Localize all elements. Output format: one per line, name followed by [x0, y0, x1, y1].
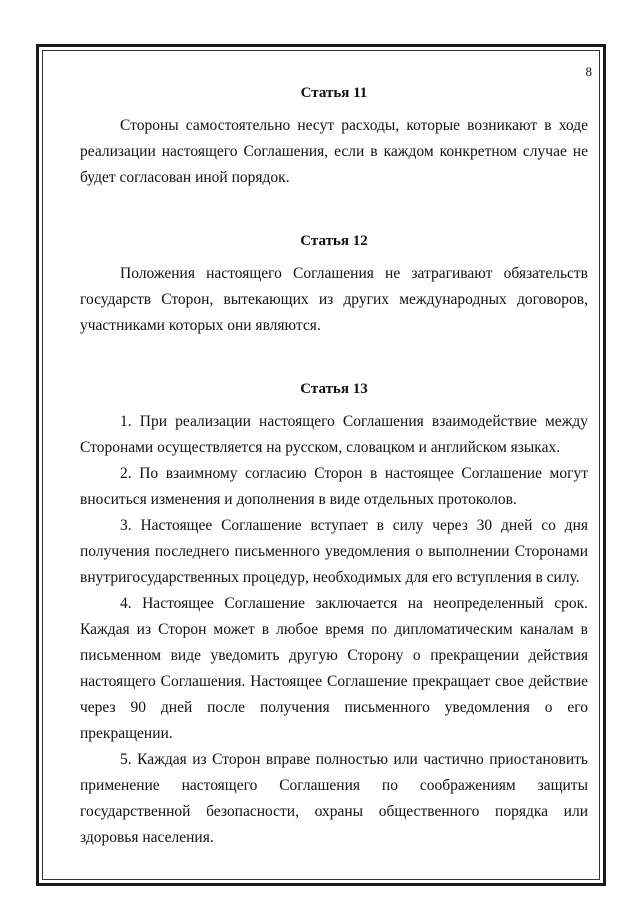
- article-13-clause-1: 1. При реализации настоящего Соглашения взаимодействие между Сторонами осуществляется на русском, словацком и английском языках.: [80, 413, 588, 456]
- article-13: [80, 376, 588, 851]
- article-11-title: Статья 11: [300, 85, 368, 101]
- article-13-clause-4: 4. Настоящее Соглашение заключается на неопределенный срок. Каждая из Сторон может в любое время по дипломатическим каналам в письменном виде уведомить другую Сторону о прекращении действия настоящего Соглашения. Настоящее Соглашение прекращает свое действие через 90 дней после получения письменного уведомления о его прекращении.: [80, 595, 588, 742]
- document-body: [80, 80, 588, 851]
- article-13-clause-3: 3. Настоящее Соглашение вступает в силу через 30 дней со дня получения последнего письменного уведомления о выполнении Сторонами внутригосударственных процедур, необходимых для его вступления в силу.: [80, 517, 588, 586]
- article-11: [80, 80, 588, 191]
- article-13-title: Статья 13: [300, 381, 368, 397]
- article-13-clause-2: 2. По взаимному согласию Сторон в настоящее Соглашение могут вноситься изменения и дополнения в виде отдельных протоколов.: [80, 465, 588, 508]
- article-12: [80, 228, 588, 339]
- page-number: 8: [585, 64, 592, 79]
- article-12-paragraph: Положения настоящего Соглашения не затрагивают обязательств государств Сторон, вытекающих из других международных договоров, участниками которых они являются.: [80, 265, 588, 334]
- article-13-clause-5: 5. Каждая из Сторон вправе полностью или частично приостановить применение настоящего Соглашения по соображениям защиты государственной безопасности, охраны общественного порядка или здоровья населения.: [80, 751, 588, 846]
- article-11-paragraph: Стороны самостоятельно несут расходы, которые возникают в ходе реализации настоящего Соглашения, если в каждом конкретном случае не будет согласован иной порядок.: [80, 117, 588, 186]
- article-12-title: Статья 12: [300, 233, 368, 249]
